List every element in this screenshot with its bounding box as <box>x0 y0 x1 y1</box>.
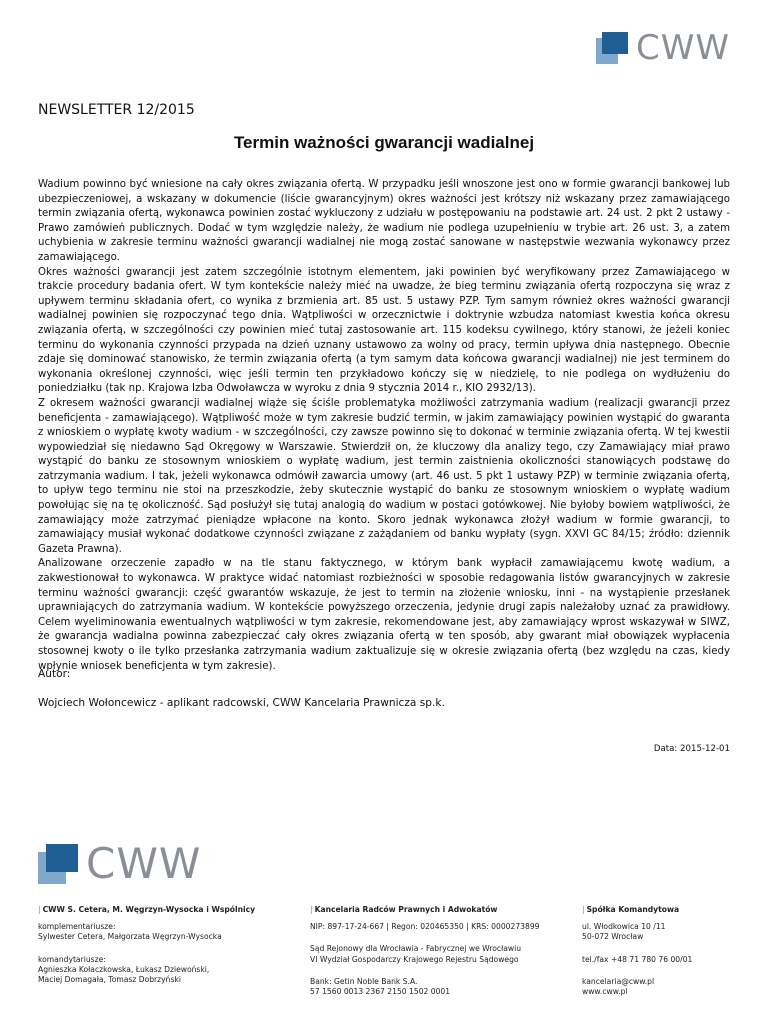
footer-line: 50-072 Wrocław <box>582 932 644 942</box>
footer-heading: Kancelaria Radców Prawnych i Adwokatów <box>314 905 498 914</box>
footer-line: komplementariusze: <box>38 922 116 932</box>
footer-email-link[interactable]: kancelaria@cww.pl <box>582 976 655 986</box>
publication-date: Data: 2015-12-01 <box>653 744 730 754</box>
article-body <box>38 178 730 674</box>
paragraph: Z okresem ważności gwarancji wadialnej wiąże się ściśle problematyka możliwości zatrzymania wadium (realizacji gwarancji przez beneficjenta - zamawiającego). Wątpliwość może w tym zakresie budzić termin, w jakim zamawiający powinien wystąpić do gwaranta z wnioskiem o wypłatę kwoty wadium - w szczególności, czy zawsze powinno się to dokonać w terminie związania ofertą. W tej kwestii wypowiedział się niedawno Sąd Okręgowy w Warszawie. Stwierdził on, że kluczowy dla analizy tego, czy Zamawiający miał prawo wystąpić do banku ze stosownym wnioskiem o wypłatę wadium, jest termin zaistnienia okoliczności stanowiących podstawę do zatrzymania wadium. I tak, jeżeli wykonawca odmówił zawarcia umowy (art. 46 ust. 5 pkt 1 ustawy PZP) w terminie związania ofertą, to upływ tego terminu nie stoi na przeszkodzie, żeby skutecznie wystąpić do banku ze stosownym wnioskiem o wypłatę wadium powołując się na tę okoliczność. Sąd posłużył się tutaj analogią do wadium w postaci gotówkowej. Nie byłoby bowiem wątpliwości, że zamawiający może zatrzymać pieniądze wpłacone na konto. Skoro jednak wykonawca złożył wadium w formie gwarancji, to zamawiający musiał wykonać dodatkowe czynności związane z zażądaniem od banku wypłaty (sygn. XXVI GC 84/15; źródło: dziennik Gazeta Prawna). <box>38 397 730 555</box>
paragraph: Wadium powinno być wniesione na cały okres związania ofertą. W przypadku jeśli wnoszone jest ono w formie gwarancji bankowej lub ubezpieczeniowej, a wskazany w dokumencie (liście gwarancyjnym) okres ważności jest krótszy niż wskazany przez zamawiającego termin związania ofertą, wykonawca powinien zostać wykluczony z udziału w postępowaniu na podstawie art. 24 ust. 2 pkt 2 ustawy - Prawo zamówień publicznych. Dodać w tym względzie należy, że wadium nie podlega uzupełnieniu w trybie art. 26 ust. 3, a zatem uchybienia w zakresie terminu ważności gwarancji wadialnej nie mogą zostać sanowane w następstwie wezwania wykonawcy przez zamawiającego. <box>38 179 730 263</box>
footer-line: NIP: 897-17-24-667 | Regon: 020465350 | KRS: 0000273899 <box>310 922 540 932</box>
footer-line: komandytariusze: <box>38 954 106 964</box>
footer-line: ul. Włodkowica 10 /11 <box>582 922 666 932</box>
footer-line: Sylwester Cetera, Małgorzata Węgrzyn-Wysocka <box>38 932 222 942</box>
cww-logo-header <box>596 28 730 68</box>
logo-text: CWW <box>636 28 730 68</box>
footer-line: Sąd Rejonowy dla Wrocławia - Fabrycznej we Wrocławiu <box>310 944 522 954</box>
paragraph: Analizowane orzeczenie zapadło w na tle stanu faktycznego, w którym bank wypłacił zamawiającemu kwotę wadium, a zakwestionował to wykonawca. W praktyce widać natomiast rozbieżności w sposobie redagowania listów gwarancyjnych w zakresie terminu ważności gwarancji: część gwarantów wskazuje, że jest to termin na złożenie wniosku, inni - na wystąpienie przesłanek uprawniających do zatrzymania wadium. W kontekście powyższego orzeczenia, jedynie drugi zapis należałoby uznać za prawidłowy. Celem wyeliminowania ewentualnych wątpliwości w tym zakresie, rekomendowane jest, aby zamawiający wprost wskazywał w SIWZ, że gwarancja wadialna powinna zabezpieczać cały okres związania ofertą w ten sposób, aby gwarant miał obowiązek wypłacenia stosownej kwoty o ile tylko przesłanka zatrzymania wadium zaktualizuje się w okresie związania ofertą (bez względu na czas, kiedy wpłynie wniosek beneficjenta w tym zakresie). <box>38 558 730 672</box>
footer-column-registry: | Kancelaria Radców Prawnych i Adwokatów NIP: 897-17-24-667 | Regon: 020465350 | KRS: 0000273899 Sąd Rejonowy dla Wrocławia - Fabrycznej we Wrocławiu VI Wydział Gospodarczy Krajowego Rejestru Sądowego Bank: Getin Noble Bank S.A. 57 1560 0013 2367 2150 1502 0001 <box>310 905 570 1009</box>
footer-line: Maciej Domagała, Tomasz Dobrzyński <box>38 975 181 985</box>
footer-line: 57 1560 0013 2367 2150 1502 0001 <box>310 987 451 997</box>
footer-heading: CWW S. Cetera, M. Węgrzyn-Wysocka i Wspólnicy <box>42 905 256 914</box>
newsletter-number: NEWSLETTER 12/2015 <box>38 102 195 118</box>
article-title: Termin ważności gwarancji wadialnej <box>233 133 535 152</box>
paragraph: Okres ważności gwarancji jest zatem szczególnie istotnym elementem, jaki powinien być weryfikowany przez Zamawiającego w trakcie procedury badania ofert. W tym kontekście należy mieć na uwadze, że bieg terminu związania ofertą rozpoczyna się wraz z upływem terminu składania ofert, co wynika z brzmienia art. 85 ust. 5 ustawy PZP. Tym samym również okres ważności gwarancji wadialnej powinien się rozpoczynać tego dnia. Wątpliwości w orzecznictwie i doktrynie wzbudza natomiast kwestia końca okresu związania ofertą, w szczególności czy powinien mieć tutaj zastosowanie art. 115 kodeksu cywilnego, który stanowi, że jeżeli koniec terminu do wykonania czynności przypada na dzień uznany ustawowo za wolny od pracy, termin upływa dnia następnego. Obecnie zdaje się dominować stanowisko, że termin związania ofertą (a tym samym data końcowa gwarancji wadialnej) nie jest terminem do wykonania określonej czynności, więc jeśli termin ten przykładowo kończy się w niedzielę, to nie podlega on wydłużeniu do poniedziałku (tak np. Krajowa Izba Odwoławcza w wyroku z dnia 9 stycznia 2014 r., KIO 2932/13). <box>38 266 730 395</box>
footer-line: VI Wydział Gospodarczy Krajowego Rejestru Sądowego <box>310 954 519 964</box>
footer-line: Agnieszka Kołaczkowska, Łukasz Dziewoński, <box>38 964 210 974</box>
logo-text: CWW <box>86 839 202 888</box>
cww-logo-footer <box>38 839 202 888</box>
cww-logo-mark-icon <box>38 844 78 884</box>
footer-column-contact: | Spółka Komandytowa ul. Włodkowica 10 /11 50-072 Wrocław tel./fax +48 71 780 76 00/01 kancelaria@cww.pl www.cww.pl <box>582 905 732 1009</box>
footer-column-partners: | CWW S. Cetera, M. Węgrzyn-Wysocka i Wspólnicy komplementariusze: Sylwester Cetera, Małgorzata Węgrzyn-Wysocka komandytariusze: Agnieszka Kołaczkowska, Łukasz Dziewoński, Maciej Domagała, Tomasz Dobrzyński <box>38 905 298 997</box>
footer-website-link[interactable]: www.cww.pl <box>582 987 628 997</box>
footer-line: tel./fax +48 71 780 76 00/01 <box>582 954 693 964</box>
author-name: Wojciech Wołoncewicz - aplikant radcowski, CWW Kancelaria Prawnicza sp.k. <box>38 697 445 709</box>
footer-line: Bank: Getin Noble Bank S.A. <box>310 976 418 986</box>
cww-logo-mark-icon <box>596 32 628 64</box>
author-label: Autor: <box>38 668 71 680</box>
footer-heading: Spółka Komandytowa <box>586 905 680 914</box>
